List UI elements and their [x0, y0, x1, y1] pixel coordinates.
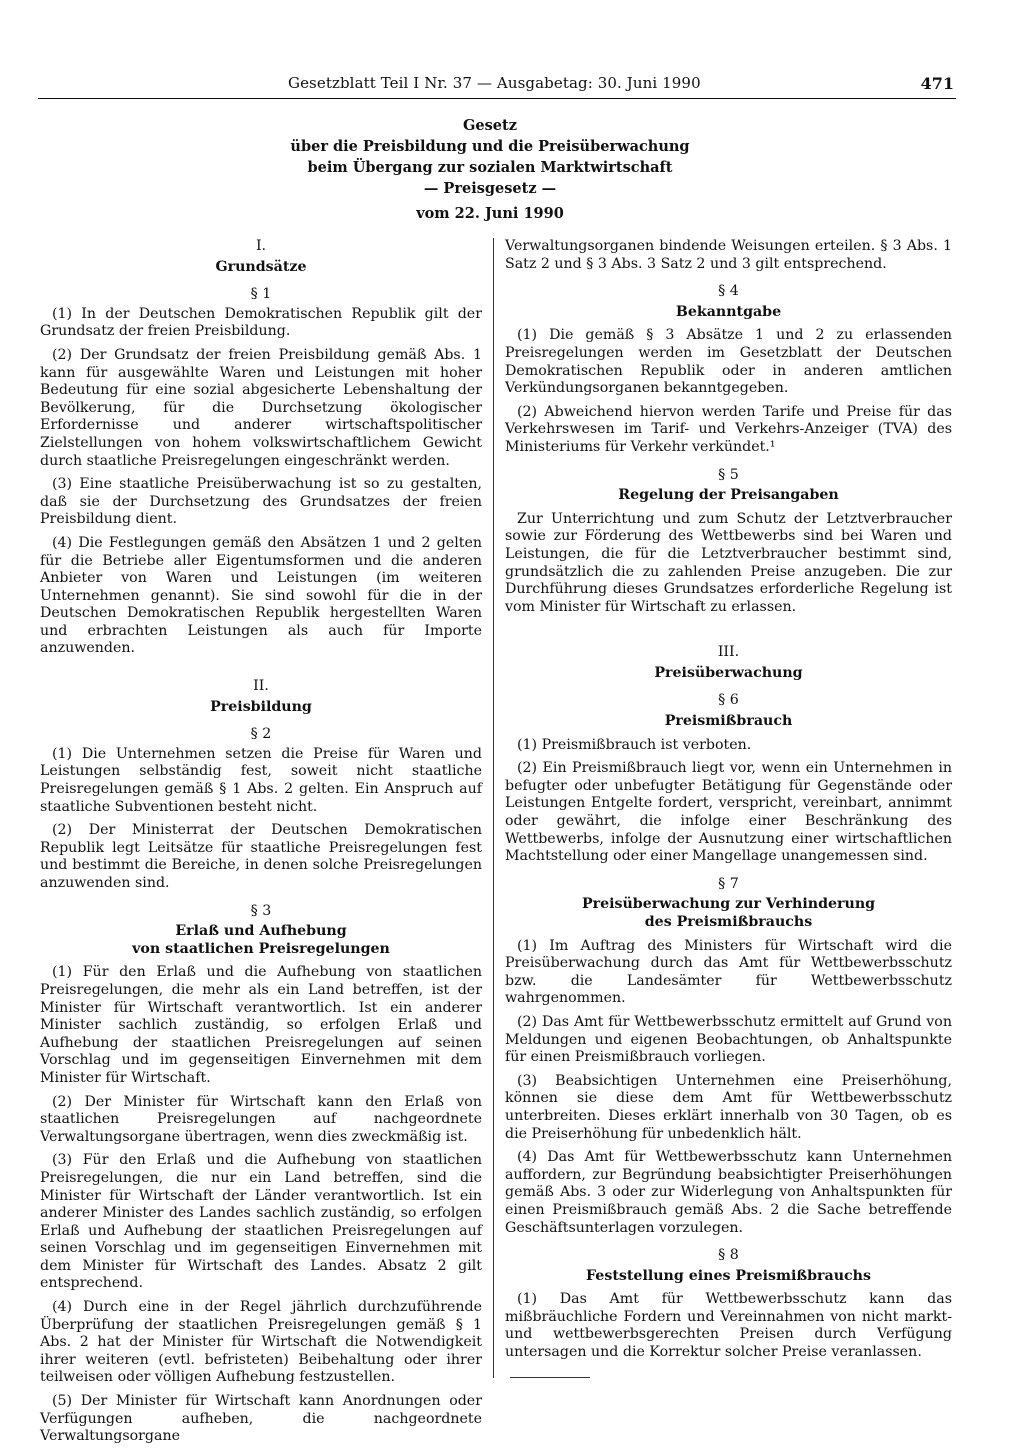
- footnote-rule: [510, 1377, 590, 1378]
- section-heading: des Preismißbrauchs: [644, 914, 813, 930]
- paragraph: Zur Unterrichtung und zum Schutz der Letztverbraucher sowie zur Förderung des Wettbewerbs sind bei Waren und Leistungen, die für die Letztverbraucher bestimmt sind, grundsätzlich die zu zahlenden Preise anzugeben. Die zur Durchführung dieses Grundsatzes erforderliche Regelung ist vom Minister für Wirtschaft zu erlassen.: [505, 510, 952, 615]
- paragraph: (4) Durch eine in der Regel jährlich durchzuführende Überprüfung der staatlichen Preisregelungen gemäß § 1 Abs. 2 hat der Minister für Wirtschaft die Notwendigkeit ihrer weiteren (evtl. befristeten) Beibehaltung oder ihrer teilweisen oder völligen Aufhebung festzustellen.: [40, 1299, 482, 1386]
- paragraph: (2) Der Minister für Wirtschaft kann den Erlaß von staatlichen Preisregelungen auf nachgeordnete Verwaltungsorgane übertragen, wenn dies zweckmäßig ist.: [40, 1093, 482, 1145]
- section-number: § 4: [718, 283, 739, 300]
- section-number: § 8: [718, 1247, 739, 1264]
- section-number: § 5: [718, 466, 739, 483]
- title-short-name: — Preisgesetz —: [423, 180, 557, 197]
- section-heading: Feststellung eines Preismißbrauchs: [586, 1267, 871, 1284]
- paragraph: (1) Für den Erlaß und die Aufhebung von staatlichen Preisregelungen, die mehr als ein Land betreffen, ist der Minister für Wirtschaft verantwortlich. Ist ein anderer Minister sachlich zuständig, so erfolgen Erlaß und Aufhebung der staatlichen Preisregelungen auf seinen Vorschlag und im gegenseitigen Einvernehmen mit dem Minister für Wirtschaft.: [40, 964, 482, 1086]
- running-header: [38, 74, 956, 99]
- running-title: Gesetzblatt Teil I Nr. 37 — Ausgabetag: 30. Juni 1990: [288, 74, 701, 92]
- paragraph: (2) Der Ministerrat der Deutschen Demokratischen Republik legt Leitsätze für staatliche Preisregelungen fest und bestimmt die Bereiche, in denen solche Preisregelungen anzuwenden sind.: [40, 822, 482, 891]
- section-number: § 1: [250, 286, 272, 303]
- paragraph: Verwaltungsorganen bindende Weisungen erteilen. § 3 Abs. 1 Satz 2 und § 3 Abs. 3 Satz 2 und 3 gilt entsprechend.: [505, 238, 952, 272]
- part-number: I.: [255, 238, 267, 254]
- paragraph: (4) Das Amt für Wettbewerbsschutz kann Unternehmen auffordern, zur Begründung beabsichtigter Preiserhöhungen gemäß Abs. 3 oder zur Widerlegung von Anhaltspunkten für einen Preismißbrauch gemäß Abs. 2 die Sache betreffende Geschäftsunterlagen vorzulegen.: [505, 1149, 952, 1236]
- paragraph: (3) Beabsichtigen Unternehmen eine Preiserhöhung, können sie diese dem Amt für Wettbewerbsschutz unterbreiten. Dieses erklärt innerhalb von 30 Tagen, ob es die Preiserhöhung für unbedenklich hält.: [505, 1072, 952, 1142]
- paragraph: (4) Die Festlegungen gemäß den Absätzen 1 und 2 gelten für die Betriebe aller Eigentumsformen und die anderen Anbieter von Waren und Leistungen (im weiteren Unternehmen genannt). Sie sind sowohl für die in der Deutschen Demokratischen Republik hergestellten Waren und erbrachten Leistungen als auch für Importe anzuwenden.: [40, 534, 482, 657]
- paragraph: (1) Die gemäß § 3 Absätze 1 und 2 zu erlassenden Preisregelungen werden im Gesetzblatt der Deutschen Demokratischen Republik oder in anderen amtlichen Verkündungsorganen bekanntgegeben.: [505, 327, 952, 397]
- paragraph: (1) Das Amt für Wettbewerbsschutz kann das mißbräuchliche Fordern und Vereinnahmen von nicht markt- und wettbewerbsgerechten Preisen durch Verfügung untersagen und die Korrektur solcher Preise veranlassen.: [505, 1291, 952, 1361]
- paragraph: (3) Eine staatliche Preisüberwachung ist so zu gestalten, daß sie der Durchsetzung des Grundsatzes der freien Preisbildung dient.: [40, 476, 482, 528]
- paragraph: (5) Der Minister für Wirtschaft kann Anordnungen oder Verfügungen aufheben, die nachgeordnete Verwaltungsorgane: [40, 1393, 482, 1445]
- paragraph: (1) In der Deutschen Demokratischen Republik gilt der Grundsatz der freien Preisbildung.: [40, 305, 482, 340]
- paragraph: (2) Der Grundsatz der freien Preisbildung gemäß Abs. 1 kann für ausgewählte Waren und Leistungen mit hoher Bedeutung für eine sozial abgesicherte Lebenshaltung der Bevölkerung, für die Durchsetzung ökologischer Erfordernisse und anderer wirtschaftspolitischer Zielstellungen von hohem volkswirtschaftlichem Gewicht durch staatliche Preisregelungen eingeschränkt werden.: [40, 346, 482, 469]
- section-number: § 7: [718, 875, 739, 892]
- section-heading: Erlaß und Aufhebung: [175, 923, 347, 940]
- paragraph: (1) Preismißbrauch ist verboten.: [517, 736, 752, 753]
- part-heading: Grundsätze: [215, 258, 307, 275]
- part-number: II.: [253, 678, 269, 695]
- paragraph: (2) Ein Preismißbrauch liegt vor, wenn ein Unternehmen in befugter oder unbefugter Betätigung für Gegenstände oder Leistungen Entgelte fordert, verspricht, vereinbart, annimmt oder gewährt, die infolge einer Beschränkung des Wettbewerbs, infolge der Ausnutzung einer wirtschaftlichen Machtstellung oder einer Mangellage unangemessen sind.: [505, 760, 952, 865]
- paragraph: (1) Im Auftrag des Ministers für Wirtschaft wird die Preisüberwachung durch das Amt für Wettbewerbsschutz bzw. die Landesämter für Wettbewerbsschutz wahrgenommen.: [505, 937, 952, 1007]
- part-heading: Preisüberwachung: [654, 664, 803, 681]
- section-number: § 6: [718, 692, 739, 709]
- section-number: § 3: [250, 902, 272, 919]
- title-line-3: beim Übergang zur sozialen Marktwirtschaft: [307, 159, 673, 176]
- law-title-block: [200, 115, 780, 222]
- column-divider: [493, 238, 494, 1378]
- left-column: [40, 238, 482, 1452]
- paragraph: (2) Abweichend hiervon werden Tarife und Preise für das Verkehrswesen im Tarif- und Verkehrs-Anzeiger (TVA) des Ministeriums für Verkehr verkündet.¹: [505, 403, 952, 455]
- section-heading: von staatlichen Preisregelungen: [132, 940, 390, 957]
- right-column: [505, 238, 952, 1368]
- title-line-2: über die Preisbildung und die Preisüberwachung: [290, 138, 690, 155]
- part-number: III.: [717, 644, 740, 661]
- section-heading: Regelung der Preisangaben: [618, 487, 839, 504]
- paragraph: (1) Die Unternehmen setzen die Preise für Waren und Leistungen selbständig fest, soweit nicht staatliche Preisregelungen gemäß § 1 Abs. 2 gelten. Ein Anspruch auf staatliche Subventionen besteht nicht.: [40, 745, 482, 815]
- part-heading: Preisbildung: [210, 698, 312, 715]
- section-number: § 2: [250, 726, 272, 743]
- section-heading: Preismißbrauch: [664, 713, 793, 730]
- section-heading: Bekanntgabe: [675, 303, 782, 320]
- title-line-1: Gesetz: [463, 117, 517, 134]
- page-number: 471: [920, 74, 954, 93]
- paragraph: (3) Für den Erlaß und die Aufhebung von staatlichen Preisregelungen, die nur ein Land betreffen, sind die Minister für Wirtschaft der Länder verantwortlich. Ist ein anderer Minister des Landes sachlich zuständig, so erfolgen Erlaß und Aufhebung der staatlichen Preisregelungen auf seinen Vorschlag und im gegenseitigen Einvernehmen mit dem Minister für Wirtschaft des Landes. Absatz 2 gilt entsprechend.: [40, 1152, 482, 1292]
- paragraph: (2) Das Amt für Wettbewerbsschutz ermittelt auf Grund von Meldungen und eigenen Beobachtungen, ob Anhaltspunkte für einen Preismißbrauch vorliegen.: [505, 1013, 952, 1066]
- section-heading: Preisüberwachung zur Verhinderung: [581, 896, 876, 913]
- title-date: vom 22. Juni 1990: [416, 205, 564, 222]
